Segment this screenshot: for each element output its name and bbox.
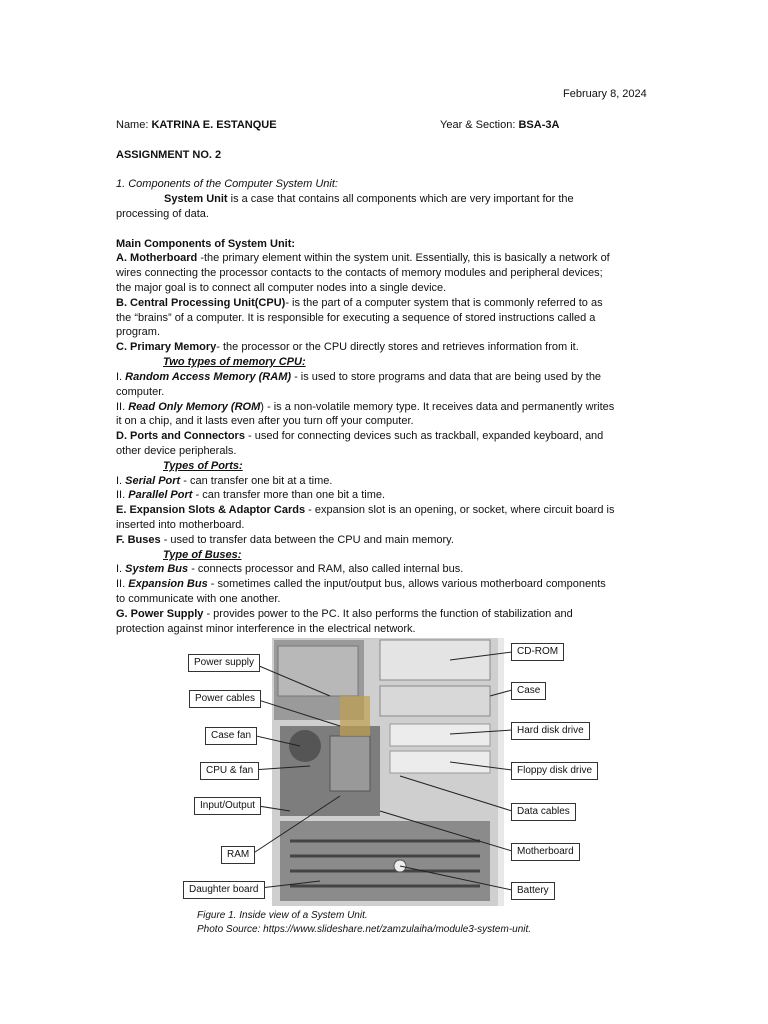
label-battery: Battery (511, 882, 555, 900)
expansion-bus-line2: to communicate with one another. (116, 593, 281, 605)
label-hard-disk-drive: Hard disk drive (511, 722, 590, 740)
system-bus-line: I. System Bus - connects processor and RAM, also called internal bus. (116, 563, 464, 575)
system-unit-line2: processing of data. (116, 208, 209, 220)
expansion-bus-line1: II. Expansion Bus - sometimes called the input/output bus, allows various motherboard components (116, 578, 606, 590)
power-supply-line1: G. Power Supply - provides power to the PC. It also performs the function of stabilization and (116, 608, 573, 620)
ram-line2: computer. (116, 386, 165, 398)
cpu-line3: program. (116, 326, 161, 338)
parallel-port-line: II. Parallel Port - can transfer more than one bit a time. (116, 489, 386, 501)
label-cpu-fan: CPU & fan (200, 762, 259, 780)
date: February 8, 2024 (563, 88, 647, 100)
port-types-heading: Types of Ports: (163, 460, 243, 472)
rom-line1: II. Read Only Memory (ROM) - is a non-volatile memory type. It receives data and permanently writes (116, 401, 615, 413)
student-name: KATRINA E. ESTANQUE (151, 119, 277, 131)
ports-line2: other device peripherals. (116, 445, 237, 457)
label-power-cables: Power cables (189, 690, 261, 708)
label-ram: RAM (221, 846, 255, 864)
label-cd-rom: CD-ROM (511, 643, 564, 661)
label-floppy-disk-drive: Floppy disk drive (511, 762, 598, 780)
label-case-fan: Case fan (205, 727, 257, 745)
section-value: BSA-3A (518, 119, 560, 131)
name-label: Name: (116, 119, 149, 131)
power-supply-line2: protection against minor interference in the electrical network. (116, 623, 416, 635)
heading-components: 1. Components of the Computer System Unit: (116, 178, 338, 190)
figure-caption: Figure 1. Inside view of a System Unit. (197, 910, 368, 921)
motherboard-line1: A. Motherboard -the primary element within the system unit. Essentially, this is basically a network of (116, 252, 610, 264)
label-motherboard: Motherboard (511, 843, 580, 861)
assignment-title: ASSIGNMENT NO. 2 (116, 149, 222, 161)
serial-port-line: I. Serial Port - can transfer one bit at a time. (116, 475, 333, 487)
label-data-cables: Data cables (511, 803, 576, 821)
main-heading: Main Components of System Unit: (116, 238, 296, 250)
cpu-line1: B. Central Processing Unit(CPU)- is the part of a computer system that is commonly referred to as (116, 297, 603, 309)
motherboard-line2: wires connecting the processor contacts to the contacts of memory modules and peripheral devices; (116, 267, 603, 279)
label-power-supply: Power supply (188, 654, 260, 672)
buses-line: F. Buses - used to transfer data between the CPU and main memory. (116, 534, 454, 546)
motherboard-line3: the major goal is to connect all computer nodes into a single device. (116, 282, 447, 294)
label-case: Case (511, 682, 546, 700)
section-line (440, 118, 559, 133)
photo-source: Photo Source: https://www.slideshare.net/zamzulaiha/module3-system-unit. (197, 924, 532, 935)
rom-line2: it on a chip, and it lasts even after you turn off your computer. (116, 415, 414, 427)
section-label: Year & Section: (440, 119, 516, 131)
ports-line1: D. Ports and Connectors - used for connecting devices such as trackball, expanded keyboard, and (116, 430, 604, 442)
expansion-line2: inserted into motherboard. (116, 519, 245, 531)
label-daughter-board: Daughter board (183, 881, 265, 899)
memory-types-heading: Two types of memory CPU: (163, 356, 306, 368)
primary-memory-line: C. Primary Memory- the processor or the CPU directly stores and retrieves information from it. (116, 341, 579, 353)
expansion-line1: E. Expansion Slots & Adaptor Cards - expansion slot is an opening, or socket, where circuit board is (116, 504, 615, 516)
label-input-output: Input/Output (194, 797, 261, 815)
ram-line1: I. Random Access Memory (RAM) - is used to store programs and data that are being used by the (116, 371, 602, 383)
cpu-line2: the “brains” of a computer. It is responsible for executing a sequence of stored instructions called a (116, 312, 596, 324)
system-unit-line1: System Unit is a case that contains all components which are very important for the (164, 193, 574, 205)
bus-types-heading: Type of Buses: (163, 549, 242, 561)
name-line (116, 118, 656, 133)
